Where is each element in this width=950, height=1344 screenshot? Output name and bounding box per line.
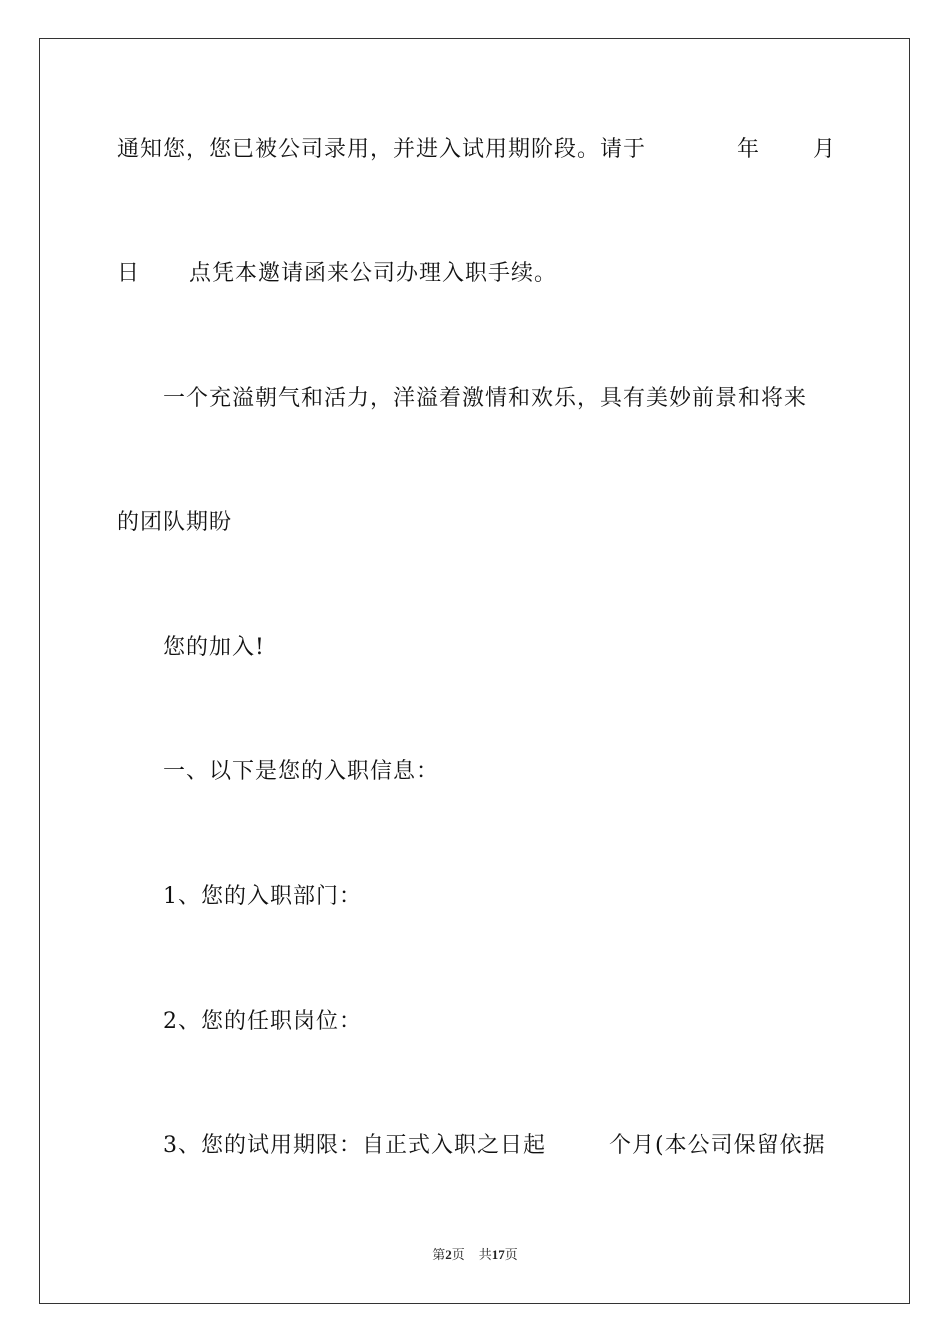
section-heading-text: 一、以下是您的入职信息： (163, 759, 440, 784)
welcome-text: 您的加入! (163, 635, 265, 660)
page-footer (0, 1246, 950, 1264)
department-label: 1、您的入职部门： (163, 884, 362, 909)
page-number: 2 (445, 1247, 452, 1262)
probation-label: 3、您的试用期限：自正式入职之日起 (163, 1133, 546, 1158)
total-pages: 17 (491, 1247, 505, 1262)
page-suffix: 页 (451, 1247, 465, 1262)
probation-months-text: 个月(本公司保留依据 (609, 1133, 826, 1158)
report-instruction-text: 点凭本邀请函来公司办理入职手续。 (189, 261, 558, 286)
page-border (39, 38, 910, 1304)
day-label: 日 (117, 261, 141, 286)
month-label: 月 (813, 137, 837, 162)
page-prefix: 第 (432, 1247, 446, 1262)
team-expectation-text: 的团队期盼 (117, 510, 233, 535)
total-suffix: 页 (504, 1247, 518, 1262)
position-label: 2、您的任职岗位： (163, 1009, 362, 1034)
team-description-text: 一个充溢朝气和活力，洋溢着激情和欢乐，具有美妙前景和将来 (163, 386, 808, 411)
total-prefix: 共 (478, 1247, 492, 1262)
year-label: 年 (737, 137, 761, 162)
notice-text: 通知您，您已被公司录用，并进入试用期阶段。请于 (117, 137, 647, 162)
